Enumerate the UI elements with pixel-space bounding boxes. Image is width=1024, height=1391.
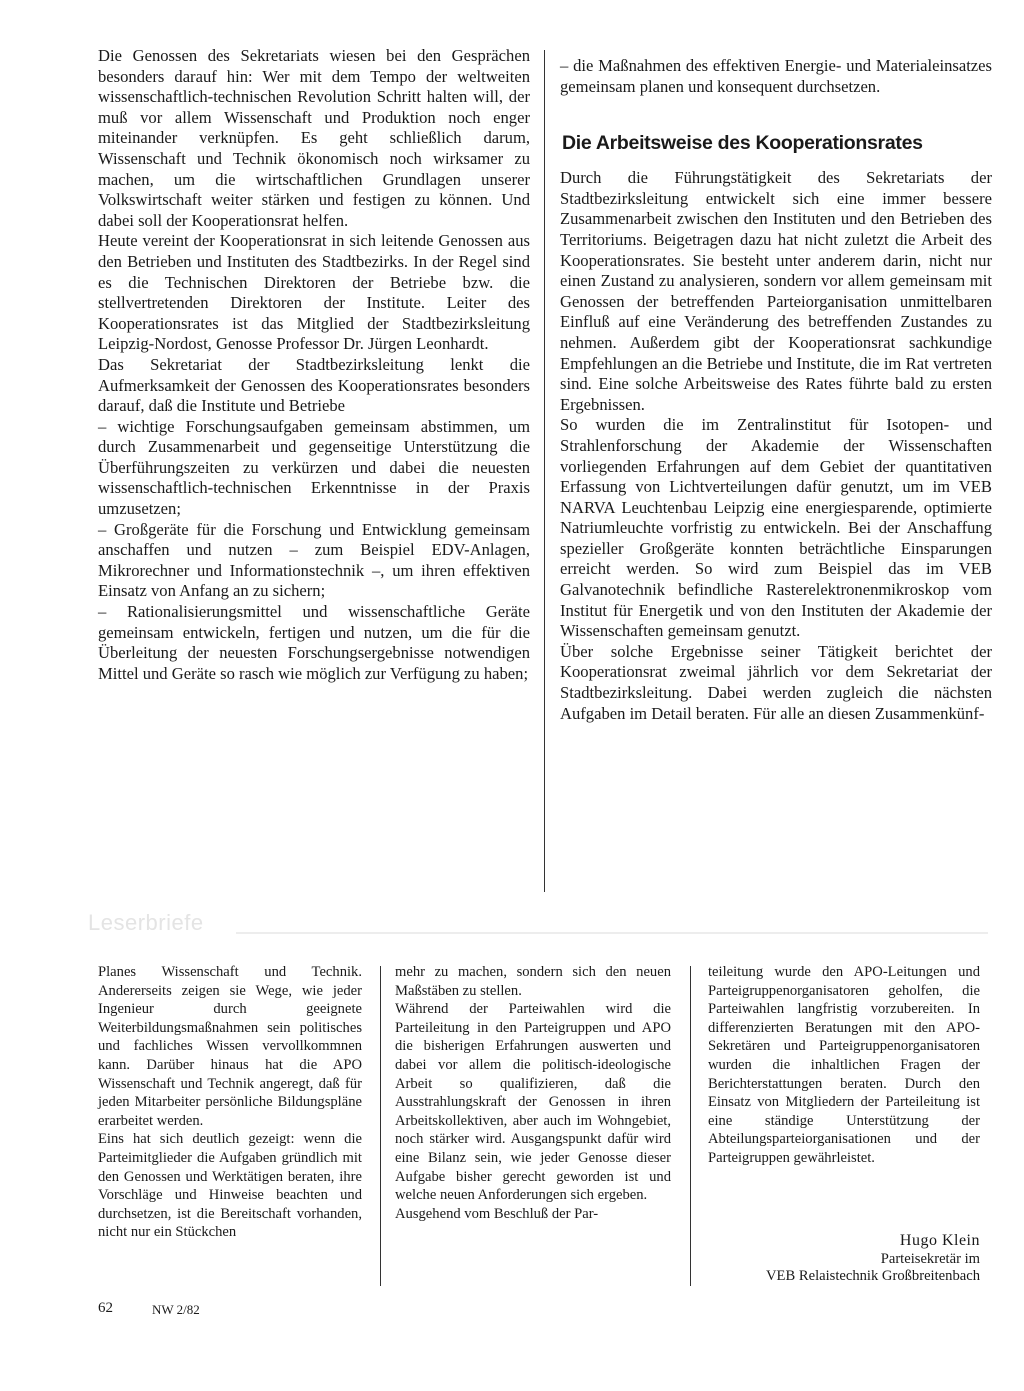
paragraph: mehr zu machen, sondern sich den neuen Maßstäben zu stellen. [395,964,671,999]
author-role: Parteisekretär im [880,1251,980,1267]
paragraph: Planes Wissenschaft und Technik. Andererseits zeigen sie Wege, wie jeder Ingenieur durch geeignete Weiterbildungsmaßnahmen sein politisches und fachliches Wissen vervollkommnen kann. Darüber hinaus hat die APO Wissenschaft und Technik angeregt, daß für jeden Mitarbeiter persönliche Bildungspläne erarbeitet werden. [98,964,362,1129]
list-item: – Großgeräte für die Forschung und Entwicklung gemeinsam anschaffen und nutzen – zum Beispiel EDV-Anlagen, Mikrorechner und Informationstechnik –, um ihren effektiven Einsatz von Anfang an zu sichern; [98,519,530,601]
column-divider [380,966,381,1286]
section-heading: Die Arbeitsweise des Kooperationsrates [562,132,923,155]
column-divider [544,50,545,892]
paragraph: Ausgehend vom Beschluß der Par- [395,1205,599,1222]
list-item: – Rationalisierungsmittel und wissenschaftliche Geräte gemeinsam entwickeln, fertigen und nutzen, um die für die Überleitung der neuesten Forschungsergebnisse notwendigen Mittel und Geräte so rasch wie möglich zur Verfügung zu haben; [98,602,530,683]
paragraph: teileitung wurde den APO-Leitungen und Parteigruppenorganisatoren geholfen, die Parteiwahlen langfristig vorzubereiten. In differenzierten Beratungen mit den APO-Sekretären und Parteigruppenorganisatoren wurden die inhaltlichen Fragen der Berichterstattungen beraten. Durch den Einsatz von Mitgliedern der Parteileitung ist eine ständige Unterstützung der Abteilungsparteiorganisationen und der Parteigruppen gewährleistet. [708,964,980,1166]
author-organization: VEB Relaistechnik Großbreitenbach [766,1268,980,1284]
column-divider [690,966,691,1286]
article-column-left [98,46,530,684]
section-banner [88,908,988,944]
section-banner-rule [236,932,988,934]
paragraph: Über solche Ergebnisse seiner Tätigkeit berichtet der Kooperationsrat zweimal jährlich vor dem Sekretariat der Stadtbezirksleitung. Dabei werden zugleich die nächsten Aufgaben im Detail beraten. Für alle an diesen Zusammenkünf- [560,641,992,723]
letter-column-2 [395,963,671,1223]
article-column-right [560,56,992,724]
letter-column-1 [98,963,362,1242]
paragraph: Die Genossen des Sekretariats wiesen bei den Gesprächen besonders darauf hin: Wer mit dem Tempo der weltweiten wissenschaftlich-technischen Revolution Schritt halten will, der muß vor allem Wissenschaft und Produktion noch enger miteinander verknüpfen. Es geht schließlich darum, Wissenschaft und Technik ökonomisch noch wirksamer zu machen, um die wirtschaftlichen Grundlagen unserer Volkswirtschaft weiter stärken und festigen zu können. Und dabei soll der Kooperationsrat helfen. [98,46,530,230]
author-name: Hugo Klein [899,1232,980,1249]
list-item: – wichtige Forschungsaufgaben gemeinsam abstimmen, um durch Zusammenarbeit und gegenseitige Unterstützung die Überführungszeiten zu verkürzen und dabei die neuesten wissenschaftlich-technischen Erkenntnisse in der Praxis umzusetzen; [98,416,530,519]
author-signature [700,1232,980,1285]
paragraph: Heute vereint der Kooperationsrat in sich leitende Genossen aus den Betrieben und Instituten des Stadtbezirks. In der Regel sind es die Technischen Direktoren der Betriebe bzw. die stellvertretenden Direktoren der Institute. Leiter des Kooperationsrates ist das Mitglied der Stadtbezirksleitung Leipzig-Nordost, Genosse Professor Dr. Jürgen Leonhardt. [98,231,530,354]
page-number: 62 [98,1300,113,1316]
letter-column-3 [708,963,980,1168]
paragraph: Während der Parteiwahlen wird die Parteileitung in den Parteigruppen und APO die bisherigen Erfahrungen auswerten und dabei vor allem die politisch-ideologische Arbeit so qualifizieren, daß die Ausstrahlungskraft der Genossen in ihren Arbeitskollektiven, aber auch im Wohngebiet, noch stärker wird. Ausgangspunkt dafür wird eine Bilanz sein, wie jeder Genosse dieser Aufgabe bisher gerecht geworden ist und welche neuen Anforderungen sich ergeben. [395,1001,671,1204]
section-label: Leserbriefe [88,910,204,935]
paragraph: Eins hat sich deutlich gezeigt: wenn die Parteimitglieder die Aufgaben gründlich mit den Genossen und Werktätigen beraten, ihre Vorschläge und Hinweise beachten und durchsetzen, ist die Bereitschaft vorhanden, nicht nur ein Stückchen [98,1131,362,1241]
issue-label: NW 2/82 [152,1302,200,1317]
paragraph: So wurden die im Zentralinstitut für Isotopen- und Strahlenforschung der Akademie der Wissenschaften vorliegenden Erfahrungen auf dem Gebiet der quantitativen Erfassung von Lichtverteilungen dafür genutzt, um im VEB NARVA Leuchtenbau Leipzig eine energiesparende, optimierte Natriumleuchte vorfristig zu entwickeln. Bei der Anschaffung spezieller Großgeräte konnten beträchtliche Einsparungen erreicht werden. So wird zum Beispiel das im VEB Galvanotechnik befindliche Rasterelektronenmikroskop vom Institut für Energetik und von den Instituten der Akademie der Wissenschaften gemeinsam genutzt. [560,415,992,641]
list-item: – die Maßnahmen des effektiven Energie- und Materialeinsatzes gemeinsam planen und konsequent durchsetzen. [560,56,992,96]
paragraph: Das Sekretariat der Stadtbezirksleitung lenkt die Aufmerksamkeit der Genossen des Kooperationsrates besonders darauf, daß die Institute und Betriebe [98,354,530,416]
paragraph: Durch die Führungstätigkeit des Sekretariats der Stadtbezirksleitung entwickelt sich eine immer bessere Zusammenarbeit zwischen den Instituten und den Betrieben des Territoriums. Beigetragen dazu hat nicht zuletzt die Arbeit des Kooperationsrates. Sie besteht unter anderem darin, nicht nur einen Zustand zu analysieren, sondern vor allem gemeinsam mit Genossen der betreffenden Parteiorganisation unmittelbaren Einfluß auf eine Veränderung des betreffenden Zustandes zu nehmen. Außerdem gibt der Kooperationsrat sachkundige Empfehlungen an die Betriebe und Institute, die im Rat vertreten sind. Eine solche Arbeitsweise des Rates führte bald zu ersten Ergebnissen. [560,168,992,414]
